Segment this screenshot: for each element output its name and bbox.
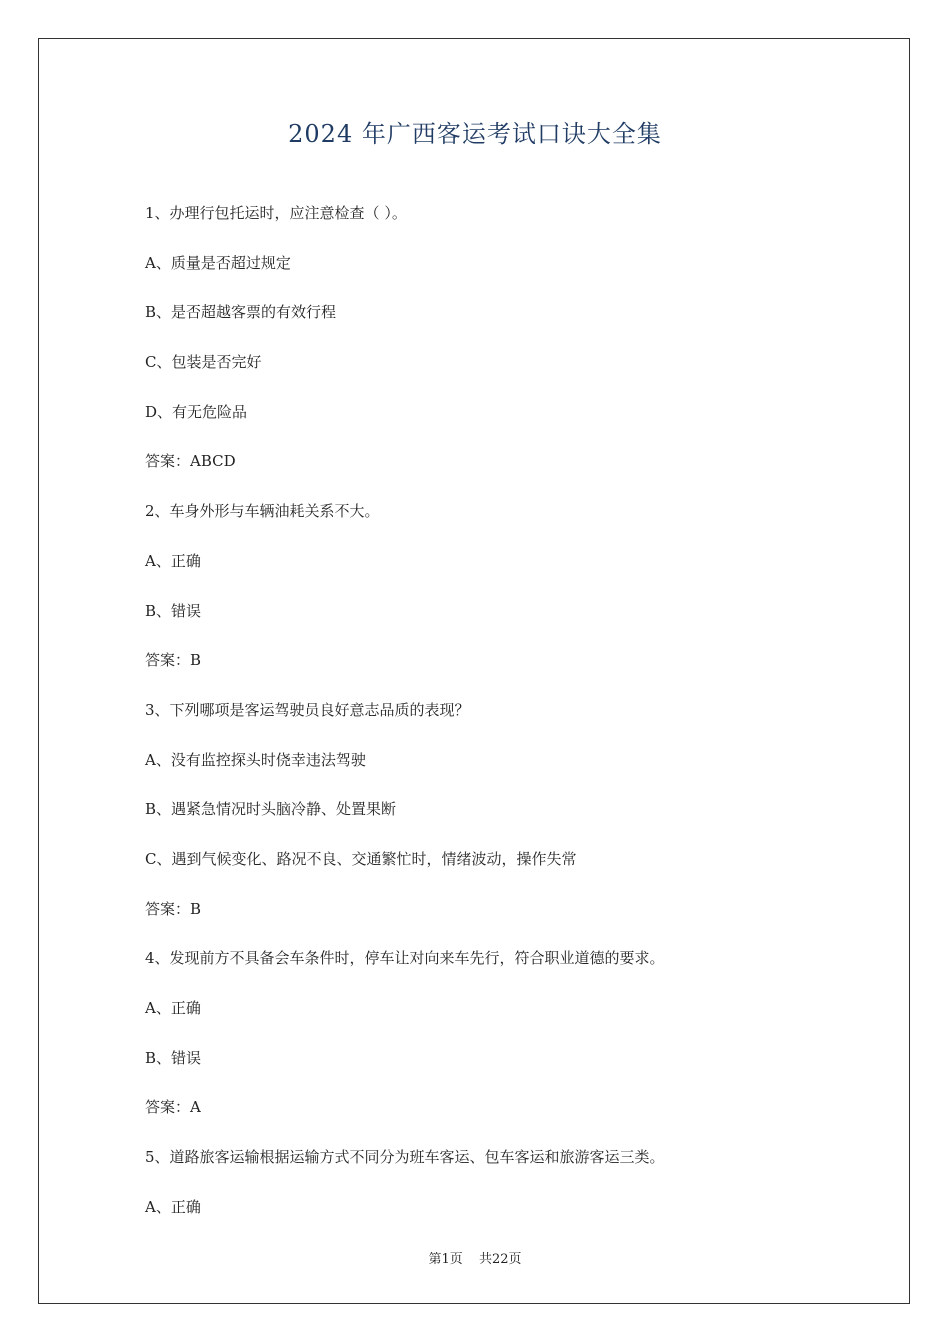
question-4-option-a: A、正确 [145,999,201,1017]
question-3-option-c: C、遇到气候变化、路况不良、交通繁忙时，情绪波动，操作失常 [145,849,577,868]
page-footer [0,1248,950,1267]
question-1-option-b: B、是否超越客票的有效行程 [145,303,337,322]
question-2-option-a: A、正确 [145,551,201,570]
question-5-option-a: A、正确 [145,1197,201,1216]
question-1-stem: 1、办理行包托运时，应注意检查（ ）。 [145,204,407,222]
question-1-option-a: A、质量是否超过规定 [145,253,291,272]
page-total: 共22页 [478,1252,522,1267]
document-title: 2024 年广西客运考试口诀大全集 [288,120,662,148]
question-4-stem: 4、发现前方不具备会车条件时，停车让对向来车先行，符合职业道德的要求。 [145,949,665,968]
page-current: 第1页 [428,1252,463,1267]
question-1-option-c: C、包装是否完好 [145,353,262,372]
question-3-stem: 3、下列哪项是客运驾驶员良好意志品质的表现？ [145,700,470,719]
question-2-answer: 答案：B [145,651,202,670]
question-4-answer: 答案：A [145,1098,201,1117]
question-3-option-a: A、没有监控探头时侥幸违法驾驶 [145,750,366,769]
question-4-option-b: B、错误 [145,1048,202,1067]
question-5-stem: 5、道路旅客运输根据运输方式不同分为班车客运、包车客运和旅游客运三类。 [145,1148,665,1167]
question-3-answer: 答案：B [145,899,202,918]
question-3-option-b: B、遇紧急情况时头脑冷静、处置果断 [145,800,397,819]
question-list [145,198,845,1241]
question-2-stem: 2、车身外形与车辆油耗关系不大。 [145,502,380,521]
question-1-option-d: D、有无危险品 [145,402,248,421]
question-2-option-b: B、错误 [145,601,202,620]
question-1-answer: 答案：ABCD [145,452,236,471]
